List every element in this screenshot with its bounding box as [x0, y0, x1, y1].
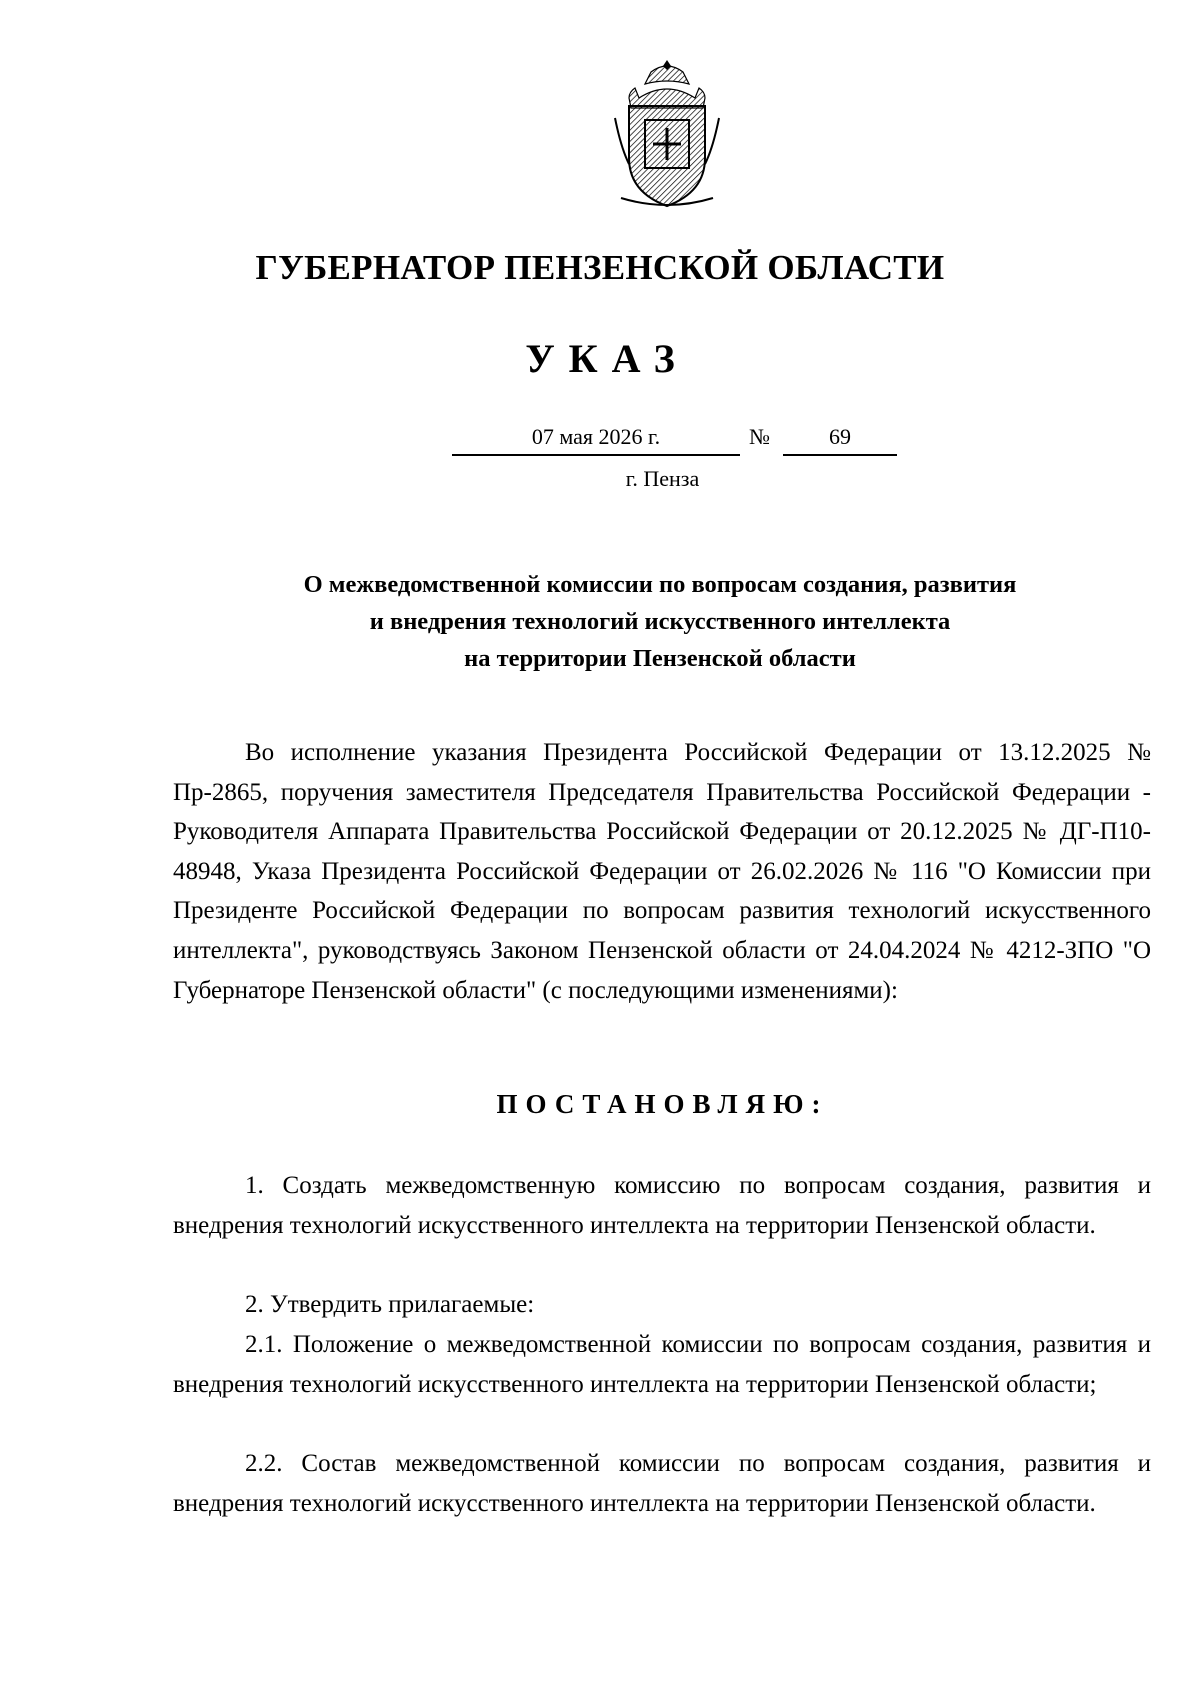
number-sign: № — [749, 424, 770, 449]
item-1: 1. Создать межведомственную комиссию по вопросам создания, развития и внедрения технологий искусственного интеллекта на территории Пензенской области. — [173, 1172, 1151, 1239]
item-2: 2. Утвердить прилагаемые: — [245, 1291, 535, 1318]
document-date: 07 мая 2026 г. — [452, 424, 740, 456]
item-2-1: 2.1. Положение о межведомственной комиссии по вопросам создания, развития и внедрения технологий искусственного интеллекта на территории Пензенской области; — [173, 1331, 1151, 1398]
issuing-authority: ГУБЕРНАТОР ПЕНЗЕНСКОЙ ОБЛАСТИ — [255, 248, 945, 287]
document-title — [230, 566, 1090, 677]
preamble-paragraph: Во исполнение указания Президента Российской Федерации от 13.12.2025 № Пр-2865, поручения заместителя Председателя Правительства Российской Федерации - Руководителя Аппарата Правительства Российской Федерации от 20.12.2025 № ДГ-П10-48948, Указа Президента Российской Федерации от 26.02.2026 № 116 "О Комиссии при Президенте Российской Федерации по вопросам развития технологий искусственного интеллекта", руководствуясь Законом Пензенской области от 24.04.2024 № 4212-ЗПО "О Губернаторе Пензенской области" (с последующими изменениями): — [173, 739, 1151, 1004]
title-line: О межведомственной комиссии по вопросам создания, развития — [303, 571, 1017, 598]
place-of-issue: г. Пенза — [625, 466, 700, 491]
document-type: УКАЗ — [525, 336, 689, 381]
item-2-2: 2.2. Состав межведомственной комиссии по вопросам создания, развития и внедрения технологий искусственного интеллекта на территории Пензенской области. — [173, 1450, 1151, 1517]
resolve-heading: ПОСТАНОВЛЯЮ: — [496, 1089, 829, 1119]
title-line: на территории Пензенской области — [464, 645, 856, 672]
title-line: и внедрения технологий искусственного интеллекта — [369, 608, 951, 635]
document-number: 69 — [783, 424, 897, 456]
penza-oblast-coat-of-arms-icon — [611, 58, 723, 214]
